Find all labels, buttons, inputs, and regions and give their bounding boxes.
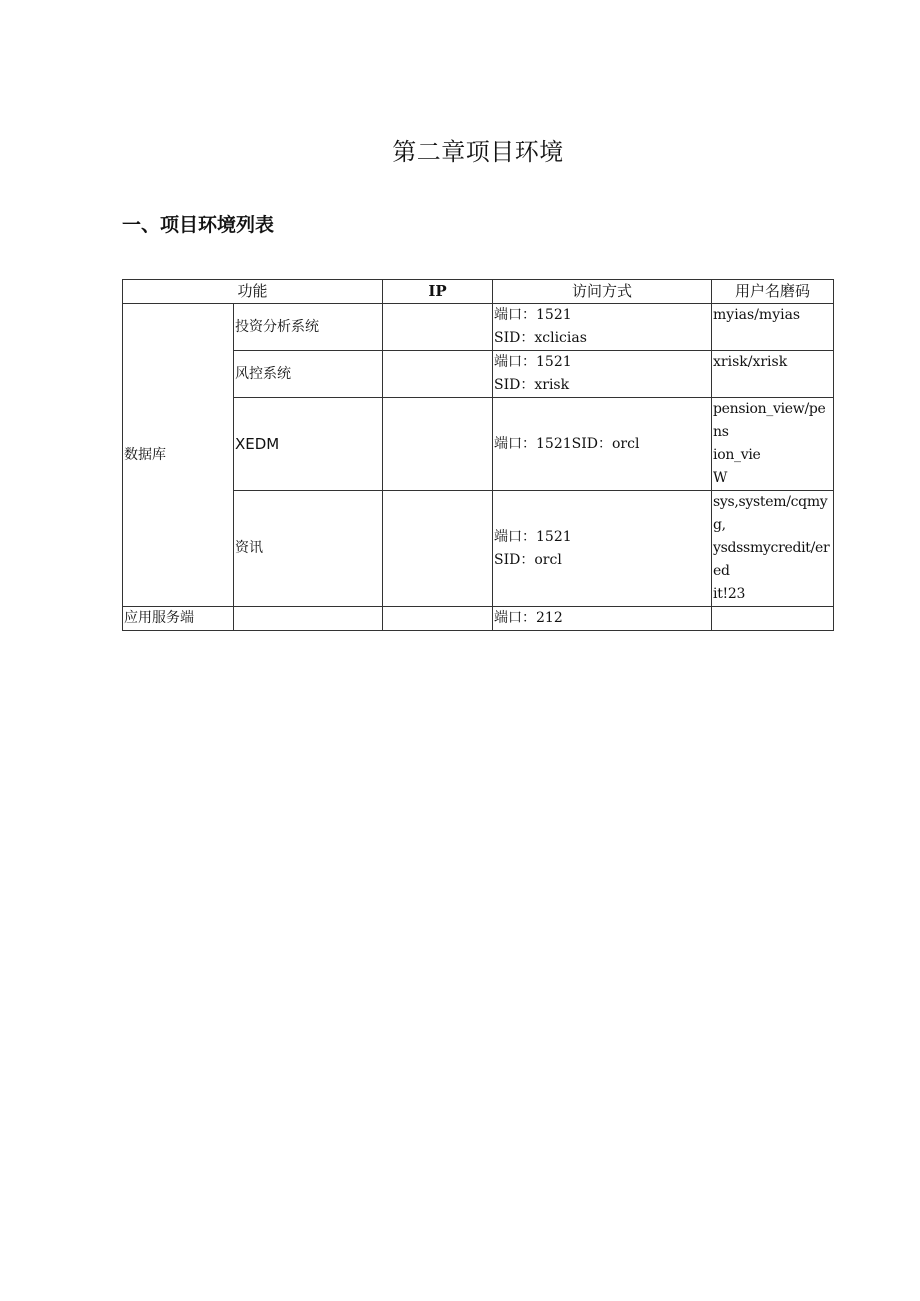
project-environment-table — [122, 279, 834, 631]
ip-cell — [383, 304, 493, 351]
access-method-cell — [493, 351, 712, 398]
access-port-line: 端口：1521 — [494, 307, 572, 323]
section-title: 一、项目环境列表 — [122, 214, 275, 236]
credentials-cell — [712, 491, 834, 607]
credentials-line: W — [713, 470, 728, 486]
credentials-cell — [712, 398, 834, 491]
access-sid-line: SID：xclicias — [494, 330, 587, 346]
system-name-cell: 投资分析系统 — [234, 304, 383, 351]
credentials-cell — [712, 607, 834, 631]
access-line: 端口：1521SID：orcl — [494, 435, 640, 452]
system-name-cell: XEDM — [234, 398, 383, 491]
database-group-cell: 数据库 — [123, 304, 234, 607]
system-name-cell — [234, 607, 383, 631]
access-method-cell — [493, 491, 712, 607]
credentials-line: sys,system/cqmyg, — [713, 494, 828, 533]
access-sid-line: SID：orcl — [494, 551, 562, 568]
ip-cell — [383, 607, 493, 631]
credentials-line: xrisk/xrisk — [713, 354, 788, 370]
credentials-line: myias/myias — [713, 307, 801, 323]
access-method-cell: 端口：212 — [493, 607, 712, 631]
ip-cell — [383, 491, 493, 607]
app-server-label-cell: 应用服务端 — [123, 607, 234, 631]
system-name-cell: 风控系统 — [234, 351, 383, 398]
credentials-cell — [712, 351, 834, 398]
credentials-cell — [712, 304, 834, 351]
ip-cell — [383, 398, 493, 491]
credentials-line: it!23 — [713, 586, 746, 602]
header-ip: IP — [383, 280, 493, 304]
access-method-cell — [493, 398, 712, 491]
access-sid-line: SID：xrisk — [494, 377, 570, 393]
system-name-cell: 资讯 — [234, 491, 383, 607]
credentials-line: ysdssmycredit/ered — [713, 540, 830, 579]
access-port-line: 端口：1521 — [494, 354, 572, 370]
table-row — [123, 304, 834, 351]
chapter-title: 第二章项目环境 — [392, 138, 564, 166]
credentials-line: pension_view/pens — [713, 401, 826, 440]
table-header-row — [123, 280, 834, 304]
ip-cell — [383, 351, 493, 398]
credentials-line: ion_vie — [713, 447, 761, 463]
access-port-line: 端口：1521 — [494, 528, 572, 545]
table-row — [123, 607, 834, 631]
header-function: 功能 — [123, 280, 383, 304]
header-credentials: 用户名磨码 — [712, 280, 834, 304]
header-access-method: 访问方式 — [493, 280, 712, 304]
access-method-cell — [493, 304, 712, 351]
